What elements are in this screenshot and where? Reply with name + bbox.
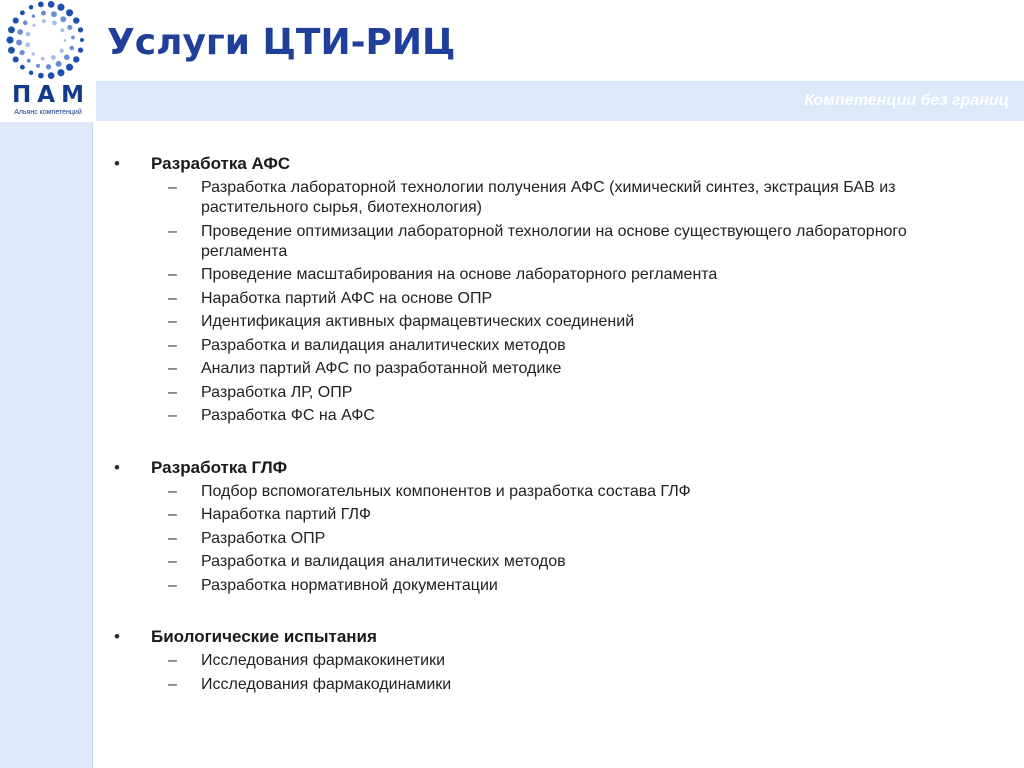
logo-subtitle: Альянс компетенций — [14, 109, 82, 116]
page-title: Услуги ЦТИ-РИЦ — [107, 22, 456, 63]
logo-dot — [57, 4, 64, 11]
section-items — [162, 651, 994, 698]
logo-dot — [66, 9, 73, 16]
logo-dot — [78, 27, 83, 32]
dash-marker: – — [168, 266, 177, 283]
section-title: Разработка АФС — [151, 154, 291, 173]
logo-dot — [36, 64, 40, 68]
logo-mark: ПАМ — [12, 82, 90, 108]
section-header — [114, 150, 994, 178]
logo-dot — [23, 20, 28, 25]
logo-dot — [16, 40, 22, 46]
dash-marker: – — [168, 383, 177, 401]
list-item-text: Исследования фармакодинамики — [201, 675, 452, 693]
logo-dot — [56, 61, 62, 67]
logo-dot — [48, 72, 55, 79]
list-item-text: Разработка нормативной документации — [201, 576, 498, 594]
list-item-text: Разработка ЛР, ОПР — [201, 383, 353, 401]
dash-marker: – — [168, 289, 177, 307]
logo-dot — [46, 64, 51, 69]
list-item — [162, 505, 994, 529]
list-item-text: Разработка и валидация аналитических методов — [201, 553, 566, 570]
section-items — [162, 482, 994, 600]
list-item — [162, 222, 994, 266]
logo-dot — [41, 11, 46, 16]
section-title: Разработка ГЛФ — [151, 457, 288, 477]
logo-dot — [32, 14, 35, 17]
section-header — [114, 623, 994, 651]
list-item-text: Идентификация активных фармацевтических соединений — [201, 313, 635, 330]
logo-dot — [20, 65, 25, 70]
list-item — [162, 265, 994, 289]
logo-dot — [25, 43, 30, 48]
logo-dot — [29, 71, 33, 75]
list-item — [162, 336, 994, 360]
list-item-text: Проведение масштабирования на основе лабораторного регламента — [201, 266, 718, 283]
section-header — [114, 454, 994, 482]
logo-dot — [20, 10, 25, 15]
logo-dot — [13, 56, 19, 62]
logo-dot — [17, 29, 23, 35]
logo-dot — [67, 25, 72, 30]
logo-dot — [8, 26, 15, 33]
logo-dot — [42, 19, 46, 23]
list-item — [162, 289, 994, 313]
logo-dot — [26, 32, 31, 37]
logo-dot — [60, 49, 64, 53]
list-item — [162, 359, 994, 383]
list-item-text: Исследования фармакокинетики — [201, 652, 445, 669]
bullet-icon: • — [114, 154, 120, 173]
service-section — [114, 150, 994, 430]
dash-marker: – — [168, 360, 177, 377]
logo-dot — [38, 2, 44, 8]
list-item — [162, 576, 994, 600]
dash-marker: – — [168, 553, 177, 570]
services-list — [114, 150, 994, 722]
service-section — [114, 454, 994, 600]
logo-dot — [6, 36, 13, 43]
list-item — [162, 383, 994, 407]
bullet-icon: • — [114, 457, 120, 477]
bullet-icon: • — [114, 627, 120, 646]
logo-dot — [60, 16, 66, 22]
logo-dot — [27, 59, 31, 63]
list-item — [162, 178, 994, 222]
logo-dot — [73, 56, 79, 62]
logo-dot — [57, 69, 64, 76]
list-item-text: Наработка партий АФС на основе ОПР — [201, 289, 493, 307]
list-item — [162, 651, 994, 675]
list-item-text: Проведение оптимизации лабораторной технологии на основе существующего лабораторного регламента — [201, 222, 907, 260]
logo-dot — [51, 11, 57, 17]
logo-dot — [78, 47, 83, 52]
dash-marker: – — [168, 222, 177, 240]
logo-dot — [19, 50, 24, 55]
service-section — [114, 623, 994, 698]
logo-dot — [73, 17, 79, 23]
logo-dot — [66, 64, 73, 71]
list-item-text: Наработка партий ГЛФ — [201, 506, 371, 523]
logo-dot — [60, 28, 64, 32]
dash-marker: – — [168, 675, 177, 693]
list-item-text: Разработка ФС на АФС — [201, 407, 375, 424]
list-item — [162, 406, 994, 430]
dash-marker: – — [168, 576, 177, 594]
logo-dot — [52, 21, 57, 26]
logo-dot — [64, 39, 67, 42]
logo-dot — [70, 46, 74, 50]
logo-dot — [32, 24, 35, 27]
list-item — [162, 529, 994, 553]
list-item — [162, 675, 994, 699]
logo-dot — [29, 5, 33, 9]
dash-marker: – — [168, 506, 177, 523]
logo-dot — [31, 52, 34, 55]
list-item-text: Подбор вспомогательных компонентов и разработка состава ГЛФ — [201, 482, 691, 500]
list-item-text: Разработка ОПР — [201, 529, 326, 547]
dash-marker: – — [168, 313, 177, 330]
list-item — [162, 482, 994, 506]
section-items — [162, 178, 994, 430]
section-title: Биологические испытания — [151, 627, 377, 646]
logo-dot — [51, 55, 56, 60]
logo — [0, 0, 96, 122]
logo-dot — [38, 73, 44, 79]
list-item — [162, 552, 994, 576]
dash-marker: – — [168, 179, 177, 196]
tagline: Компетенции без границ — [804, 92, 1009, 109]
header-band — [96, 81, 1024, 121]
logo-dot — [13, 18, 19, 24]
logo-dot — [41, 57, 45, 61]
dash-marker: – — [168, 652, 177, 669]
list-item — [162, 312, 994, 336]
list-item-text: Анализ партий АФС по разработанной методике — [201, 360, 562, 377]
logo-dot — [48, 1, 55, 8]
dotted-circle-logo-icon — [0, 0, 96, 82]
logo-dot — [80, 38, 84, 42]
logo-dot — [71, 36, 75, 40]
dash-marker: – — [168, 407, 177, 424]
list-item-text: Разработка и валидация аналитических методов — [201, 336, 566, 354]
logo-dot — [64, 54, 70, 60]
dash-marker: – — [168, 529, 177, 547]
logo-dot — [8, 47, 15, 54]
list-item-text: Разработка лабораторной технологии получения АФС (химический синтез, экстрация БАВ из растительного сырья, биотехнология) — [201, 179, 896, 216]
dash-marker: – — [168, 482, 177, 500]
dash-marker: – — [168, 336, 177, 354]
